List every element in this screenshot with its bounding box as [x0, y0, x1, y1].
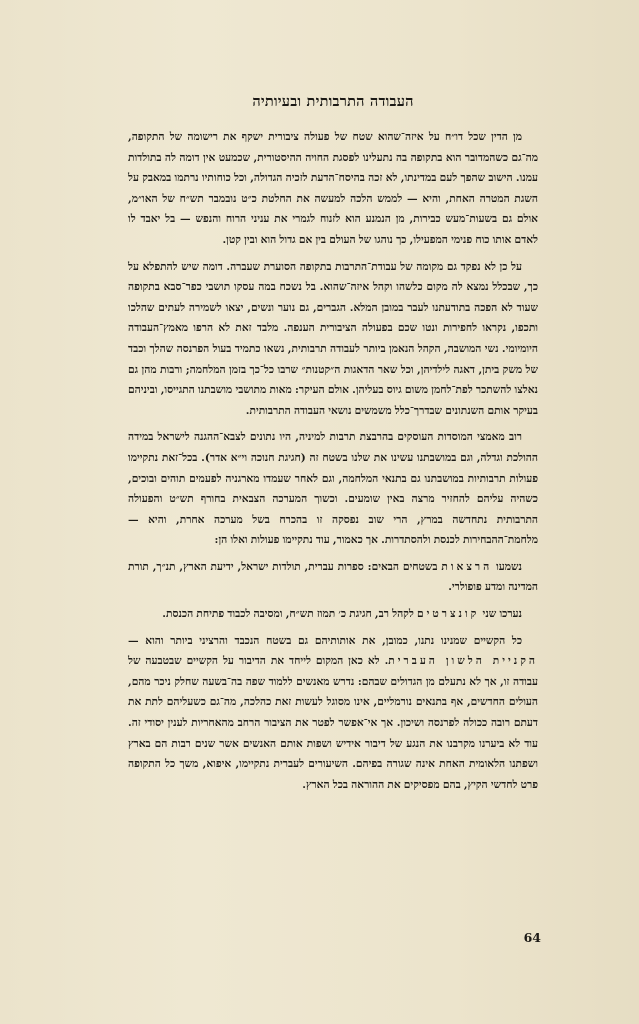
- page-content: [128, 91, 538, 801]
- paragraph-concerts: נערכו שני קונצרטים לקהל רב, חגיגת כ׳ תמוז תש״ח, ומסיבה לכבוד פתיחת הכנסת.: [162, 608, 522, 621]
- paragraph-hebrew-teaching: כל הקשיים שמנינו נתנו, כמובן, את אותותיהם גם בשטח הנכבד והרציני ביותר והוא — הקניית הלשון העברית. לא כאן המקום לייחד את הדיבור על הקשיים שבטבעה של עבודה זו, אך לא נתעלם מן הגדולים שבהם: נדרש מאנשים ללמוד שפה בה־בשעה שחלק ניכר מהם, העולים החדשים, אף בתנאים נורמליים, אינו מסוגל לעשות זאת כהלכה, מה־גם כשעליהם לתת את דעתם רובה ככולה לפרנסה ושיכון. אך אי־אפשר לפטר את הציבור הרחב מהאחריות לענין יסודי זה. עוד לא ביערנו מקרבנו את הנגע של דיבור אידיש ושפות אותם האנשים אשר שנים רבות הם בארץ ושפתנו הלאומית האחת אינה שגורה בפיהם. השיעורים לעברית נתקיימו, איפוא, משך כל התקופה פרט לחדשי הקיץ, בהם מפסיקים את ההוראה בכל הארץ.: [128, 634, 539, 791]
- spaced-term: הקניית הלשון העברית: [388, 655, 539, 668]
- spaced-term: קונצרטים: [416, 608, 480, 621]
- page-number: 64: [523, 930, 541, 945]
- paragraph-1: מן הדין שכל דו״ח על איזה־שהוא שטח של פעולה ציבורית ישקף את רישומה של התקופה, מה־גם כשהמדובר הוא בתקופה בה נתעלינו לפסגת החויה ההיסטורית, שכמעט אין דומה לה בתולדות עמנו. הישוב שהפך לעם במדינתו, לא זכה בהיסח־הדעת לזכיה הגדולה, וכל כוחותיו נרתמו במאבק על השגת המטרה האחת, והיא — לממש הלכה למעשה את החלטת כ״ט נובמבר תש״ח של האו״מ, אולם גם בשעות־מעש כבירות, מן הנמנע הוא לזנוח לגמרי את עניני הרוח והנפש — בל יאבד לו לאדם אותו כוח פנימי המפעילו, כך נוהגו של העולם בין אם גדול הוא ובין קטן.: [128, 131, 538, 246]
- page-title: העבודה התרבותית ובעיותיה: [252, 93, 414, 110]
- paragraph-2: על כן לא נפקד גם מקומה של עבודת־התרבות בתקופה הסוערת שעברה. דומה שיש להתפלא על כך, שבכלל נמצא לה מקום כלשהו וקהל איזה־שהוא. בל נשכח במה עסקו תושבי כפר־סבא בתקופה שעוד לא הפכה בתודעתנו לעבר במובן המלא. הגברים, גם נוער ונשים, יצאו לשמירה לעתים שהלכו ותכפו, נקראו לחפירות ונטו שכם בפעולה הציבורית הענפה. מלבד זאת לא הרפו מאמץ־העבודה היומיומי. נשי המושבה, הקהל הנאמן ביותר לעבודה תרבותית, נשאו כתמיד בעול הפרנסה שהלך וכבד של משק ביתן, דאגה לילדיהן, וכל שאר הדאגות ה״קטנות״ שרבו כל־כך בזמן המלחמה; ורבות מהן גם נאלצו להשתכר לפת־לחמן משום גיוס בעליהן. אולם העיקר: מאות מתושבי מושבתנו התגייסו, וביניהם בעיקר אותם השנתונים שבדרך־כלל משמשים נושאי העבודה התרבותית.: [128, 260, 538, 417]
- paragraph-lectures: נשמעו הרצאות בשטחים הבאים: ספרות עברית, תולדות ישראל, ידיעת הארץ, תנ״ך, תורת המדינה ומדע פופולרי.: [128, 560, 538, 594]
- spaced-term: הרצאות: [441, 560, 493, 573]
- paragraph-3: רוב מאמצי המוסדות העוסקים בהרבצת תרבות למיניה, היו נתונים לצבא־ההגנה לישראל במידה ההולכת וגדלה, וגם במושבתנו עשינו את שלנו בשטח זה (חגיגת חנוכה וי״א אדר). בכל־זאת נתקיימו פעולות תרבותיות במושבתנו גם בתנאי המלחמה, וגם לאחר שעמדו מארגניה לפעמים תוהים ובוכים, כשהיה עליהם להחזיר מרצה באין שומעים. וכשוך המערכה הצבאית בחורף תש״ט והפעולה התרבותית נתחדשה במרץ, הרי שוב נפסקה זו בהכרח בשל מערכה אחרת, והיא — מלחמת־ההבחירות לכנסת ולהסתדרות. אך כאמור, עוד נתקיימו פעולות ואלו הן:: [128, 431, 538, 547]
